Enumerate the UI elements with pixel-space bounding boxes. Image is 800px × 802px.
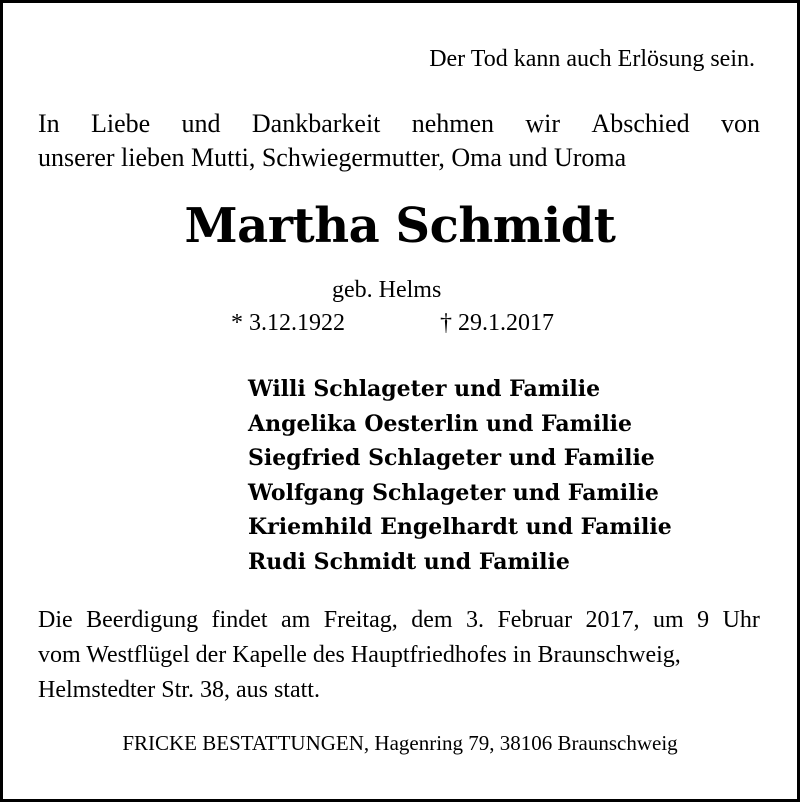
funeral-word: Freitag, bbox=[323, 607, 398, 633]
mourner: Siegfried Schlageter und Familie bbox=[248, 445, 655, 471]
funeral-line-3: Helmstedter Str. 38, aus statt. bbox=[38, 677, 320, 703]
funeral-word: am bbox=[280, 607, 311, 633]
funeral-word: Die bbox=[38, 607, 73, 633]
funeral-word: dem bbox=[411, 607, 453, 633]
birth-date: * 3.12.1922 bbox=[231, 310, 345, 336]
funeral-word: Februar bbox=[497, 607, 573, 633]
intro-word: Dankbarkeit bbox=[251, 109, 381, 138]
funeral-word: Beerdigung bbox=[86, 607, 199, 633]
mourner: Wolfgang Schlageter und Familie bbox=[248, 479, 659, 506]
intro-word: und bbox=[181, 109, 221, 138]
maiden-name: geb. Helms bbox=[332, 277, 442, 303]
funeral-word: findet bbox=[211, 607, 268, 633]
mourner: Willi Schlageter und Familie bbox=[248, 376, 601, 402]
intro-word: von bbox=[720, 109, 760, 138]
death-date: † 29.1.2017 bbox=[440, 310, 554, 336]
funeral-word: 2017, bbox=[585, 607, 640, 633]
mourner: Kriemhild Engelhardt und Familie bbox=[248, 514, 672, 540]
mourner: Rudi Schmidt und Familie bbox=[248, 548, 570, 575]
intro-word: Liebe bbox=[91, 109, 151, 138]
intro-line-1 bbox=[38, 107, 760, 141]
funeral-word: um bbox=[652, 607, 684, 633]
funeral-info bbox=[38, 603, 760, 708]
mourners-list bbox=[248, 372, 672, 579]
funeral-word: 3. bbox=[465, 607, 484, 633]
mourner: Angelika Oesterlin und Familie bbox=[248, 410, 633, 437]
funeral-word: Uhr bbox=[722, 607, 760, 633]
funeral-line-1 bbox=[38, 603, 760, 638]
deceased-name: Martha Schmidt bbox=[184, 198, 616, 254]
intro-word: nehmen bbox=[411, 109, 495, 138]
undertaker-info: FRICKE BESTATTUNGEN, Hagenring 79, 38106 Braunschweig bbox=[122, 731, 678, 755]
funeral-word: 9 bbox=[697, 607, 710, 633]
intro-text bbox=[38, 107, 760, 175]
funeral-line-2: vom Westflügel der Kapelle des Hauptfriedhofes in Braunschweig, bbox=[38, 642, 681, 668]
intro-word: Abschied bbox=[591, 109, 690, 138]
intro-word: wir bbox=[525, 109, 561, 138]
motto: Der Tod kann auch Erlösung sein. bbox=[429, 46, 755, 72]
intro-line-2: unserer lieben Mutti, Schwiegermutter, Oma und Uroma bbox=[38, 143, 627, 172]
intro-word: In bbox=[38, 109, 60, 138]
